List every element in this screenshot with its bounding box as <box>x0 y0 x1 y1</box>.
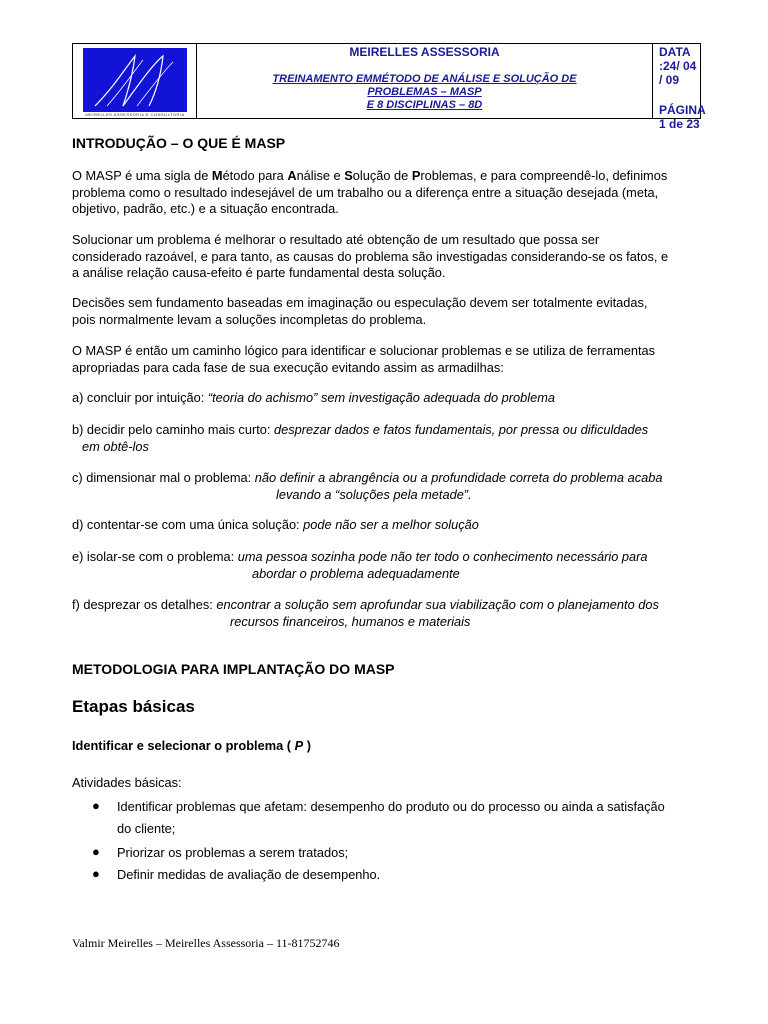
trap-item: b) decidir pelo caminho mais curto: desprezar dados e fatos fundamentais, por pressa ou dificuldades em obtê-los <box>72 422 649 454</box>
trap-item: c) dimensionar mal o problema: não definir a abrangência ou a profundidade correta do problema acaba levando a “soluções pela metade”. <box>72 470 663 502</box>
trap-item: f) desprezar os detalhes: encontrar a solução sem aprofundar sua viabilização com o planejamento dos recursos financeiros, humanos e materiais <box>72 597 659 629</box>
training-title <box>197 73 652 112</box>
text-line: pois normalmente levam a soluções incompletas do problema. <box>72 311 427 327</box>
list-item: Identificar problemas que afetam: desempenho do produto ou do processo ou ainda a satisfação do cliente; <box>117 799 665 836</box>
text-line: problema como o resultado indesejável de um trabalho ou a diferença entre a situação desejada (meta, <box>72 184 659 200</box>
list-item: Definir medidas de avaliação de desempenho. <box>117 867 381 882</box>
training-title-line: PROBLEMAS – MASP <box>367 86 482 98</box>
text-line: O MASP é então um caminho lógico para identificar e solucionar problemas e se utiliza de ferramentas <box>72 343 656 358</box>
bullet-icon: ● <box>92 844 100 859</box>
intro-paragraph-2 <box>72 232 668 282</box>
page-footer: Valmir Meirelles – Meirelles Assessoria – 11-81752746 <box>72 936 340 950</box>
trap-item: a) concluir por intuição: “teoria do achismo” sem investigação adequada do problema <box>72 390 555 405</box>
document-date: DATA :24/ 04 / 09 <box>659 45 697 87</box>
document-header <box>72 43 706 131</box>
logo <box>83 48 187 112</box>
intro-paragraph-1 <box>72 168 667 218</box>
text-line: O MASP é uma sigla de Método para Análise e Solução de Problemas, e para compreendê-lo, definimos <box>72 168 668 183</box>
step-title: Identificar e selecionar o problema ( P ) <box>72 738 311 753</box>
text-line: Decisões sem fundamento baseadas em imaginação ou especulação devem ser totalmente evitadas, <box>72 295 648 310</box>
meta-cell <box>653 44 706 131</box>
list-item: Priorizar os problemas a serem tratados; <box>117 845 349 860</box>
text-line: objetivo, padrão, etc.) e a situação encontrada. <box>72 201 339 216</box>
activities-label: Atividades básicas: <box>72 775 182 790</box>
intro-paragraph-4 <box>72 343 655 376</box>
section-subheading: Etapas básicas <box>72 697 195 716</box>
text-line: considerado razoável, e para tanto, as causas do problema são investigadas considerando-se os fatos, e <box>72 248 669 264</box>
page-number: PÁGINA 1 de 23 <box>659 103 706 131</box>
title-cell <box>197 44 653 118</box>
bullet-icon: ● <box>92 798 100 813</box>
trap-item: e) isolar-se com o problema: uma pessoa sozinha pode não ter todo o conhecimento necessário para abordar o problema adequadamente <box>72 549 648 581</box>
methodology-heading: METODOLOGIA PARA IMPLANTAÇÃO DO MASP <box>72 661 395 677</box>
training-title-line: TREINAMENTO EMMÉTODO DE ANÁLISE E SOLUÇÃO DE <box>272 73 577 85</box>
intro-heading: INTRODUÇÃO – O QUE É MASP <box>72 135 286 151</box>
bullet-icon: ● <box>92 866 100 881</box>
company-name: MEIRELLES ASSESSORIA <box>349 45 500 59</box>
logo-caption: MEIRELLES ASSESSORIA E CONSULTORIA <box>85 112 185 117</box>
intro-paragraph-3 <box>72 295 647 328</box>
trap-item: d) contentar-se com uma única solução: pode não ser a melhor solução <box>72 517 479 532</box>
text-line: Solucionar um problema é melhorar o resultado até obtenção de um resultado que possa ser <box>72 232 600 247</box>
logo-cell <box>73 44 197 118</box>
training-title-line: E 8 DISCIPLINAS – 8D <box>366 99 483 111</box>
text-line: a análise relação causa-efeito é parte fundamental desta solução. <box>72 265 446 280</box>
text-line: apropriadas para cada fase de sua execução evitando assim as armadilhas: <box>72 359 504 375</box>
